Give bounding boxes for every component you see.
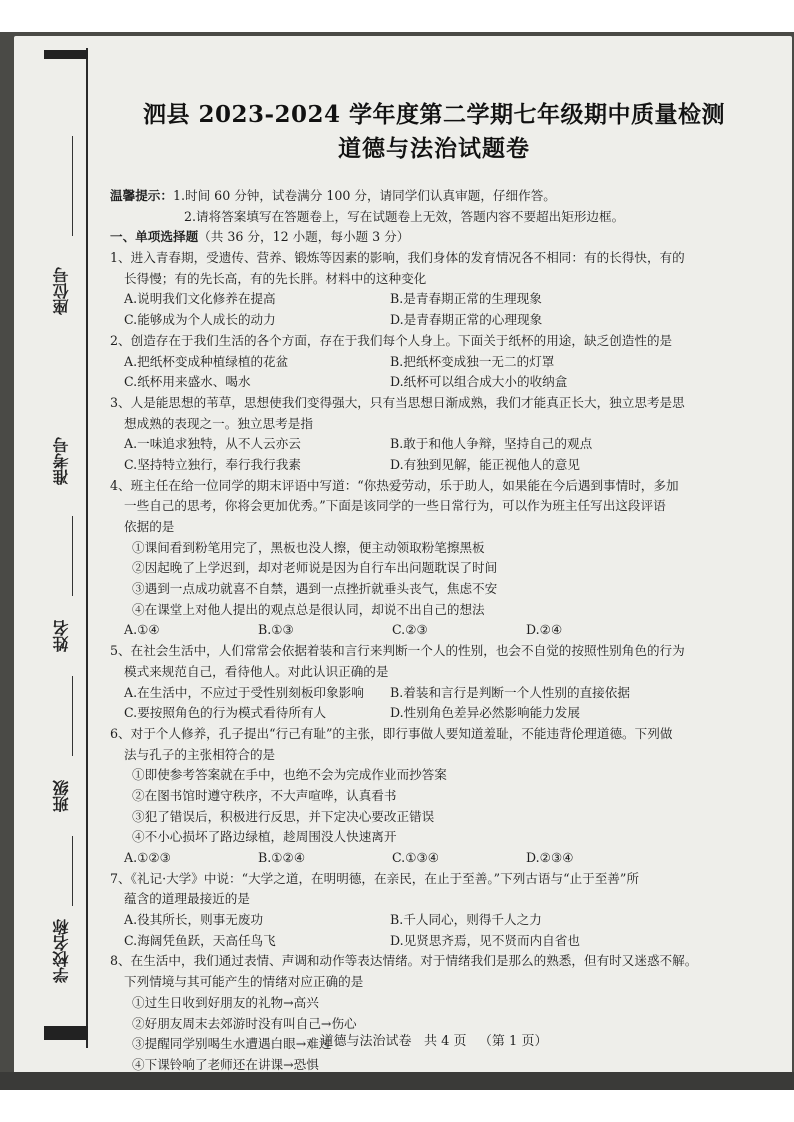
question-statement: ③犯了错误后，积极进行反思，并下定决心要改正错误 (132, 808, 435, 824)
section-heading: 一、单项选择题（共 36 分，12 小题，每小题 3 分） (110, 229, 410, 245)
option-C: C.②③ (392, 622, 428, 638)
options-row (110, 683, 778, 704)
exam-subtitle: 道德与法治试题卷 (338, 135, 530, 162)
option-B: B.着装和言行是判断一个人性别的直接依据 (390, 684, 630, 700)
side-label-exam-number: 准考号 (52, 437, 71, 485)
question-statement: ④下课铃响了老师还在讲课→恐惧 (132, 1056, 319, 1072)
options-row (110, 372, 778, 393)
exam-title: 泗县 2023-2024 学年度第二学期七年级期中质量检测 (142, 101, 726, 128)
option-B: B.千人同心，则得千人之力 (390, 912, 542, 928)
question-stem-line: 8、在生活中，我们通过表情、声调和动作等表达情绪。对于情绪我们是那么的熟悉，但有时又迷惑不解。 (110, 953, 698, 969)
binding-margin-line (86, 48, 88, 1048)
question-statement: ④在课堂上对他人提出的观点总是很认同，却说不出自己的想法 (132, 601, 485, 617)
question-6 (110, 724, 778, 869)
option-C: C.能够成为个人成长的动力 (124, 312, 276, 328)
question-stem-line: 一些自己的思考，你将会更加优秀。”下面是该同学的一些日常行为，可以作为班主任写出这段评语 (124, 498, 666, 514)
option-C: C.坚持特立独行，奉行我行我素 (124, 456, 301, 472)
option-D: D.性别角色差异必然影响能力发展 (390, 705, 580, 721)
option-B: B.①②④ (258, 850, 306, 865)
margin-marker-top (44, 50, 88, 59)
question-stem-line: 4、班主任在给一位同学的期末评语中写道：“你热爱劳动，乐于助人，如果能在今后遇到事情时，多加 (110, 477, 679, 493)
footer-page-count: 共 4 页 (423, 1034, 467, 1049)
question-statement: ③遇到一点成功就喜不自禁，遇到一点挫折就垂头丧气，焦虑不安 (132, 581, 498, 597)
question-statement: ④不小心损坏了路边绿植，趁周围没人快速离开 (132, 829, 397, 845)
desk-shadow (0, 1072, 794, 1090)
question-5 (110, 641, 778, 724)
options-row (110, 703, 778, 724)
notice-line-2: 2.请将答案填写在答题卷上，写在试题卷上无效，答题内容不要超出矩形边框。 (184, 208, 625, 224)
question-statement: ②因起晚了上学迟到，却对老师说是因为自行车出问题耽误了时间 (132, 560, 498, 576)
question-stem-line: 下列情境与其可能产生的情绪对应正确的是 (124, 974, 364, 990)
options-row (110, 620, 778, 641)
question-1 (110, 248, 778, 331)
side-label-seat-number: 座位号 (52, 267, 71, 315)
option-A: A.把纸杯变成种植绿植的花盆 (124, 353, 289, 369)
question-statement: ②在图书馆时遵守秩序，不大声喧哗，认真看书 (132, 787, 397, 803)
side-label-school-name: 学校名称 (52, 919, 71, 983)
option-C: C.要按照角色的行为模式看待所有人 (124, 705, 327, 721)
side-fill-line (72, 516, 73, 596)
option-D: D.②④ (526, 622, 563, 638)
option-A: A.役其所长，则事无废功 (124, 912, 264, 928)
question-3 (110, 393, 778, 476)
option-B: B.①③ (258, 622, 294, 638)
options-row (110, 352, 778, 373)
side-fill-line (72, 836, 73, 906)
question-stem-line: 5、在社会生活中，人们常常会依据着装和言行来判断一个人的性别，也会不自觉的按照性别角色的行为 (110, 643, 685, 659)
side-fill-line (72, 136, 73, 236)
question-stem-line: 模式来规范自己，看待他人。对此认识正确的是 (124, 663, 389, 679)
question-statement: ③提醒同学别喝生水遭遇白眼→难过 (132, 1036, 332, 1052)
option-B: B.把纸杯变成独一无二的灯罩 (390, 353, 555, 369)
option-B: B.是青春期正常的生理现象 (390, 291, 542, 307)
option-D: D.见贤思齐焉，见不贤而内自省也 (390, 932, 580, 948)
question-stem-line: 法与孔子的主张相符合的是 (124, 746, 276, 762)
question-stem-line: 1、进入青春期，受遗传、营养、锻炼等因素的影响，我们身体的发育情况各不相同：有的长得快，有的 (110, 250, 685, 266)
exam-content (110, 186, 778, 1090)
footer-subject: 道德与法治试卷 (320, 1034, 412, 1049)
options-row (110, 434, 778, 455)
notice-label: 温馨提示： (110, 188, 173, 203)
side-label-name: 姓名 (52, 620, 71, 652)
question-statement: ②好朋友周末去郊游时没有叫自己→伤心 (132, 1015, 357, 1031)
option-A: A.一味追求独特，从不人云亦云 (124, 436, 301, 452)
option-D: D.有独到见解，能正视他人的意见 (390, 456, 580, 472)
question-2 (110, 331, 778, 393)
question-7 (110, 869, 778, 952)
options-row (110, 910, 778, 931)
question-stem-line: 6、对于个人修养，孔子提出“行己有耻”的主张，即行事做人要知道羞耻，不能违背伦理道德。下列做 (110, 725, 673, 741)
page-footer (94, 1030, 774, 1049)
option-B: B.敢于和他人争辩，坚持自己的观点 (390, 436, 593, 452)
question-4 (110, 476, 778, 642)
footer-page-number: （第 1 页） (478, 1034, 548, 1049)
option-A: A.①②③ (124, 850, 171, 865)
options-row (110, 455, 778, 476)
options-row (110, 848, 778, 869)
notice-line-1: 温馨提示：1.时间 60 分钟，试卷满分 100 分，请同学们认真审题，仔细作答。 (110, 188, 556, 203)
question-stem-line: 蕴含的道理最接近的是 (124, 891, 250, 907)
photo-background (0, 32, 794, 1090)
option-D: D.②③④ (526, 850, 574, 865)
exam-paper (14, 36, 792, 1082)
option-A: A.①④ (124, 622, 160, 638)
option-C: C.纸杯用来盛水、喝水 (124, 374, 251, 390)
margin-marker-bottom (44, 1026, 88, 1040)
question-8 (110, 951, 778, 1090)
option-D: D.是青春期正常的心理现象 (390, 312, 543, 328)
question-statement: ①即使参考答案就在手中，也绝不会为完成作业而抄答案 (132, 767, 447, 783)
question-list (110, 248, 778, 1090)
option-A: A.在生活中，不应过于受性别刻板印象影响 (124, 684, 364, 700)
question-stem-line: 长得慢；有的先长高，有的先长胖。材料中的这种变化 (124, 270, 427, 286)
question-statement: ①过生日收到好朋友的礼物→高兴 (132, 994, 319, 1010)
option-C: C.海阔凭鱼跃，天高任鸟飞 (124, 932, 276, 948)
side-label-class: 班级 (52, 780, 71, 812)
option-D: D.纸杯可以组合成大小的收纳盒 (390, 374, 568, 390)
question-stem-line: 3、人是能思想的苇草，思想使我们变得强大，只有当思想日渐成熟，我们才能真正长大，独立思考是思 (110, 394, 685, 410)
options-row (110, 289, 778, 310)
question-statement: ①课间看到粉笔用完了，黑板也没人擦，便主动领取粉笔擦黑板 (132, 539, 485, 555)
question-stem-line: 依据的是 (124, 519, 175, 534)
options-row (110, 931, 778, 952)
side-fill-line (72, 676, 73, 756)
option-A: A.说明我们文化修养在提高 (124, 291, 276, 307)
question-stem-line: 想成熟的表现之一。独立思考是指 (124, 415, 313, 431)
options-row (110, 310, 778, 331)
question-stem-line: 7、《礼记·大学》中说：“大学之道，在明明德，在亲民，在止于至善。”下列古语与“止于至善”所 (110, 870, 639, 886)
question-stem-line: 2、创造存在于我们生活的各个方面，存在于我们每个人身上。下面关于纸杯的用途，缺乏创造性的是 (110, 332, 673, 348)
option-C: C.①③④ (392, 850, 440, 865)
